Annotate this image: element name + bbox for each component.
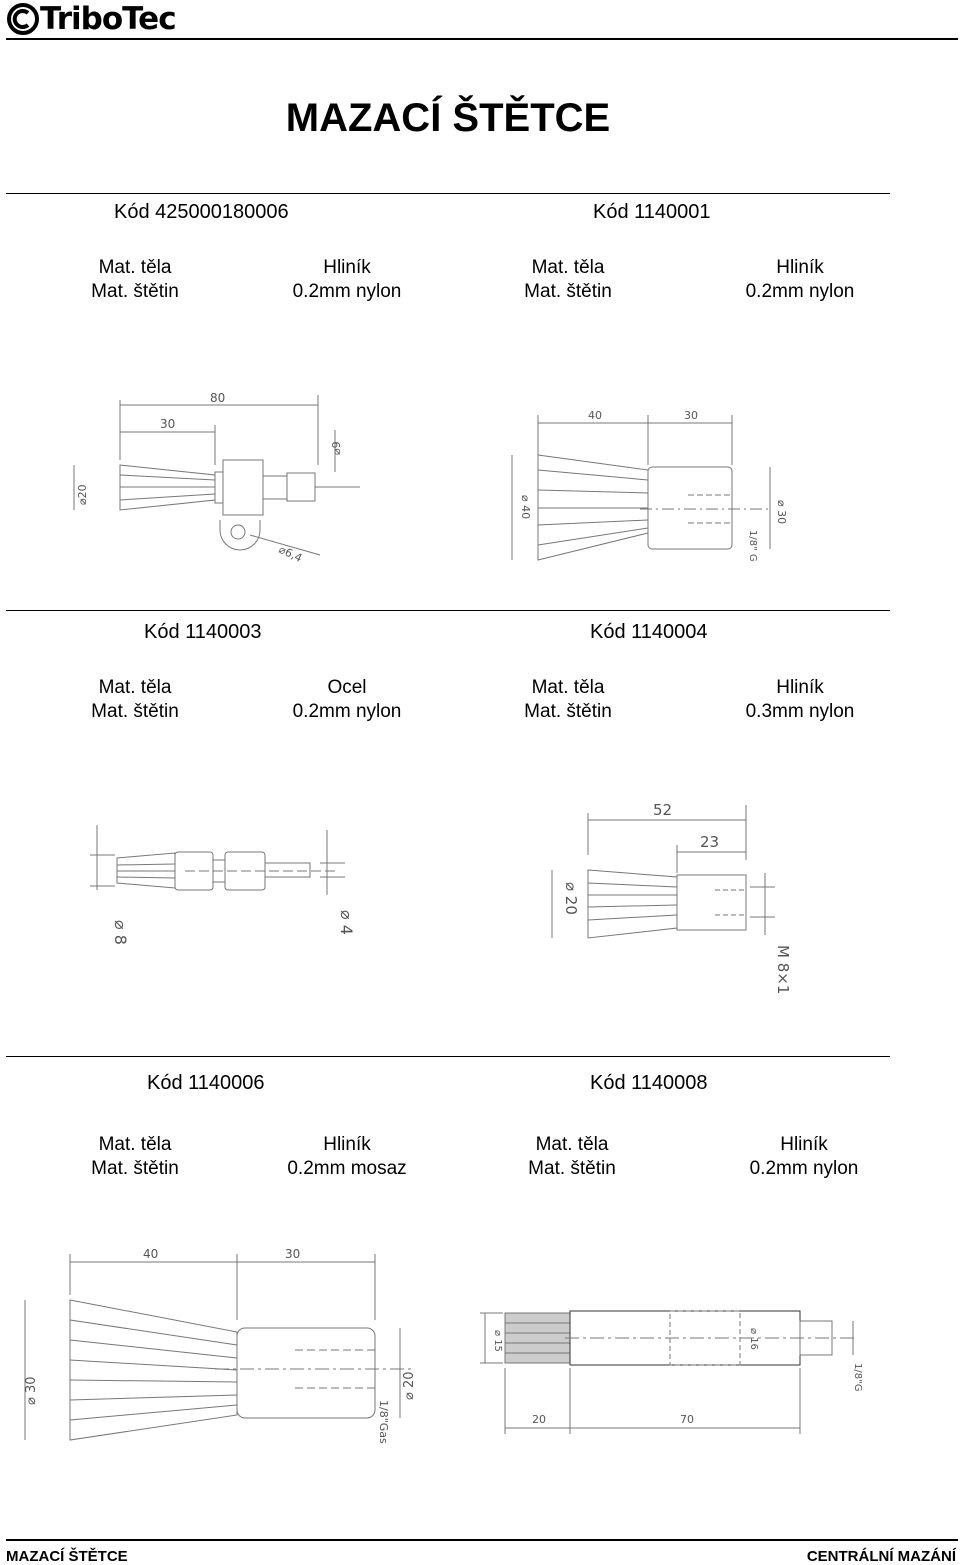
product-code: Kód 1140008	[590, 1072, 708, 1094]
dimension-label: 23	[700, 833, 720, 851]
bristle-material-value: 0.2mm nylon	[749, 1158, 859, 1179]
dimension-label: 40	[588, 409, 602, 422]
dimension-label: 1/8" G	[747, 530, 758, 562]
bristle-material-label: Mat. štětin	[91, 1158, 179, 1179]
body-material-value: Ocel	[327, 677, 367, 698]
dimension-label: 40	[143, 1247, 159, 1261]
page-title: MAZACÍ ŠTĚTCE	[285, 96, 611, 140]
bristle-material-value: 0.3mm nylon	[745, 701, 855, 722]
section-rule	[6, 610, 890, 611]
bristle-material-value: 0.2mm nylon	[292, 281, 402, 302]
footer-left: MAZACÍ ŠTĚTCE	[6, 1548, 128, 1565]
technical-drawing	[60, 380, 360, 580]
body-material-label: Mat. těla	[98, 677, 172, 698]
dimension-label: ⌀ 20	[402, 1371, 417, 1400]
body-material-label: Mat. těla	[98, 257, 172, 278]
section-rule	[6, 193, 890, 194]
technical-drawing	[500, 405, 800, 580]
technical-drawing	[85, 820, 365, 975]
brand-name: TriboTec	[40, 1, 176, 37]
dimension-label: ⌀ 15	[492, 1330, 503, 1352]
body-material-value: Hliník	[776, 257, 824, 278]
body-material-value: Hliník	[323, 257, 371, 278]
product-code: Kód 1140004	[590, 621, 708, 643]
dimension-label: M 8×1	[774, 945, 792, 995]
body-material-value: Hliník	[323, 1134, 371, 1155]
bristle-material-label: Mat. štětin	[528, 1158, 616, 1179]
technical-drawing	[15, 1240, 435, 1465]
dimension-label: 1/8"Gas	[377, 1400, 390, 1444]
brand-logo	[6, 2, 176, 36]
dimension-label: ⌀ 20	[562, 882, 580, 915]
dimension-label: 20	[532, 1413, 546, 1426]
footer-right: CENTRÁLNÍ MAZÁNÍ	[806, 1548, 956, 1565]
dimension-label: ⌀ 30	[775, 500, 788, 525]
dimension-label: 52	[653, 801, 673, 819]
dimension-label: ⌀20	[76, 484, 89, 505]
dimension-label: 30	[285, 1247, 301, 1261]
dimension-label: ⌀ 4	[337, 910, 356, 935]
footer-rule	[6, 1539, 958, 1541]
dimension-label: ⌀ 40	[519, 495, 532, 520]
product-code: Kód 1140001	[593, 201, 711, 223]
dimension-label: 30	[160, 417, 176, 431]
dimension-label: ⌀ 16	[748, 1328, 759, 1350]
body-material-value: Hliník	[776, 677, 824, 698]
dimension-label: 70	[680, 1413, 694, 1426]
body-material-label: Mat. těla	[98, 1134, 172, 1155]
dimension-label: 80	[210, 391, 226, 405]
product-code: Kód 1140006	[147, 1072, 265, 1094]
technical-drawing	[455, 1278, 875, 1443]
body-material-value: Hliník	[780, 1134, 828, 1155]
section-rule	[6, 1056, 890, 1057]
body-material-label: Mat. těla	[531, 257, 605, 278]
body-material-label: Mat. těla	[531, 677, 605, 698]
dimension-label: ⌀6,4	[276, 542, 305, 565]
body-material-label: Mat. těla	[535, 1134, 609, 1155]
bristle-material-value: 0.2mm nylon	[292, 701, 402, 722]
header-rule	[6, 38, 958, 40]
bristle-material-label: Mat. štětin	[524, 281, 612, 302]
bristle-material-label: Mat. štětin	[524, 701, 612, 722]
dimension-label: 30	[684, 409, 698, 422]
product-code: Kód 1140003	[144, 621, 262, 643]
copyright-icon	[6, 2, 40, 36]
bristle-material-label: Mat. štětin	[91, 281, 179, 302]
bristle-material-label: Mat. štětin	[91, 701, 179, 722]
product-code: Kód 425000180006	[114, 201, 289, 223]
dimension-label: 1/8"G	[852, 1363, 863, 1392]
dimension-label: ⌀ 8	[111, 920, 130, 945]
dimension-label: ⌀ 30	[24, 1376, 39, 1405]
technical-drawing	[540, 795, 800, 1005]
bristle-material-value: 0.2mm mosaz	[287, 1158, 407, 1179]
bristle-material-value: 0.2mm nylon	[745, 281, 855, 302]
dimension-label: ⌀9	[330, 441, 343, 455]
